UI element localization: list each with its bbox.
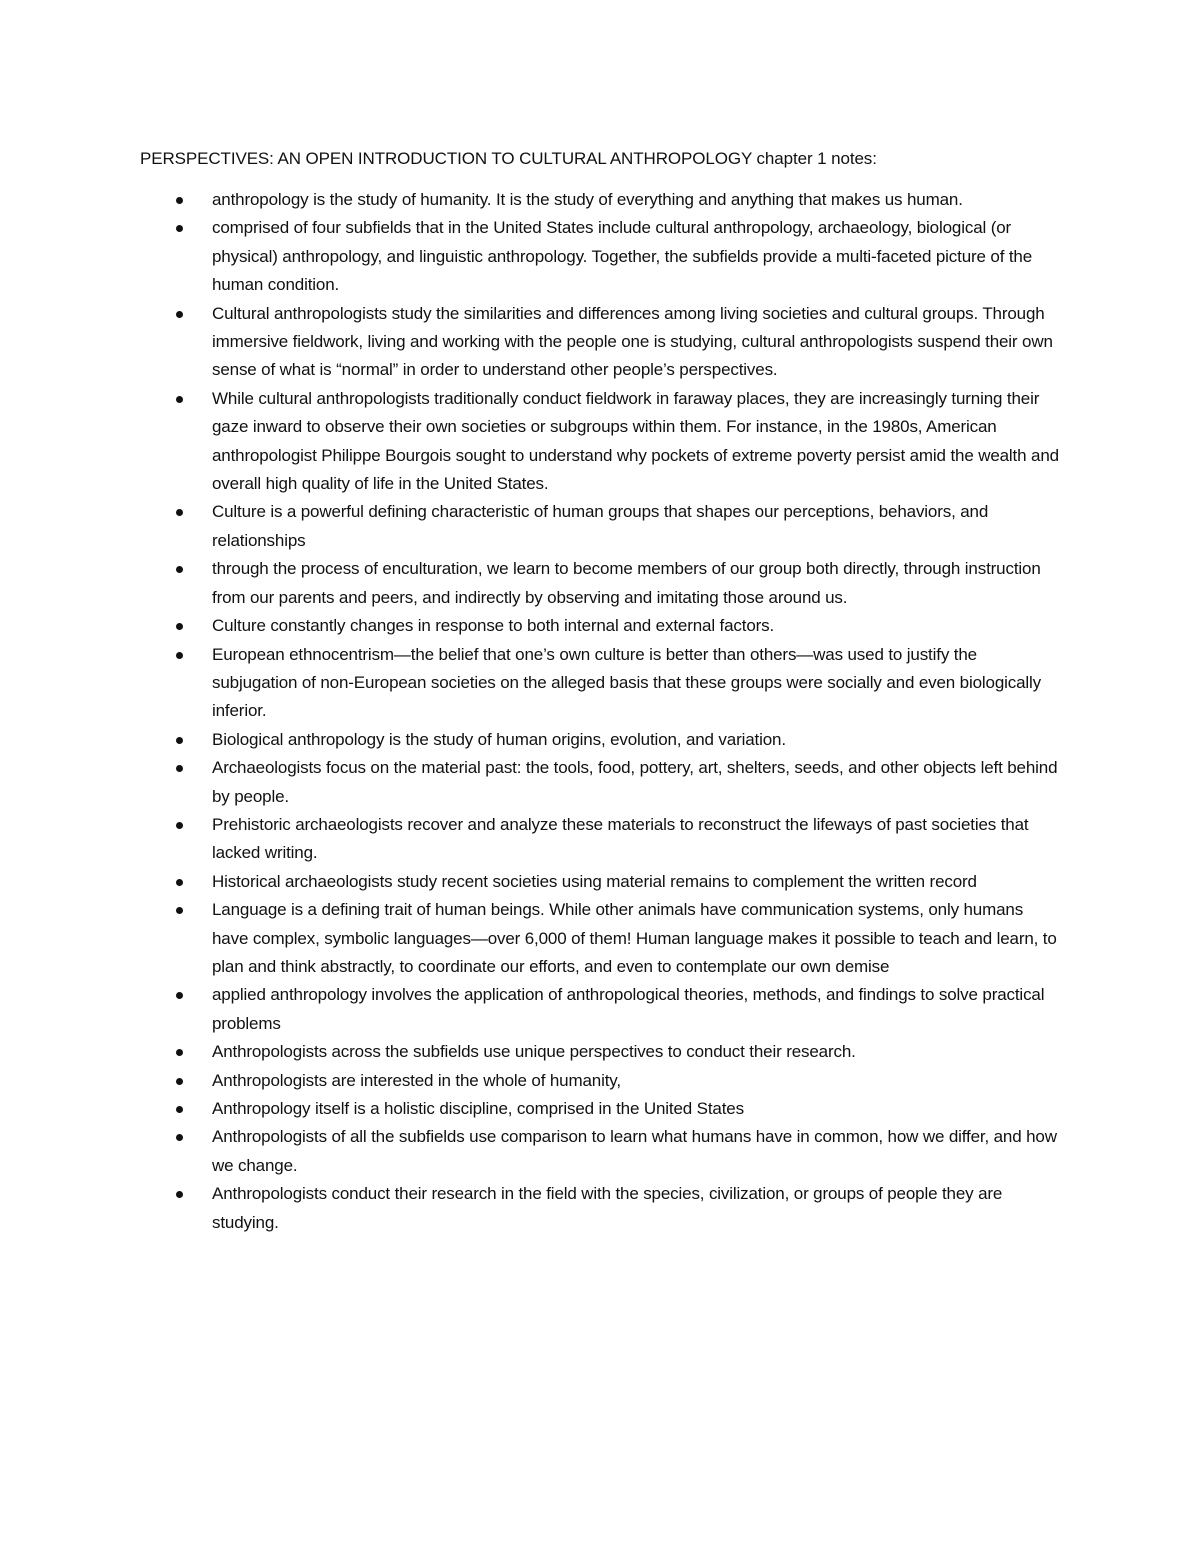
note-list-item <box>0 1038 1062 1066</box>
bullet-icon <box>176 311 183 318</box>
bullet-icon <box>176 225 183 232</box>
note-list-item <box>0 1095 1062 1123</box>
note-list-item <box>0 641 1062 726</box>
note-text: Anthropologists across the subfields use unique perspectives to conduct their research. <box>212 1042 856 1062</box>
note-list-item <box>0 896 1062 981</box>
note-text: Cultural anthropologists study the similarities and differences among living societies and cultural groups. Through immersive fieldwork, living and working with the people one is studying, cultural anthropologists suspend their own sense of what is “normal” in order to understand other people’s perspectives. <box>212 303 1053 380</box>
bullet-icon <box>176 1106 183 1113</box>
note-text: Culture constantly changes in response to both internal and external factors. <box>212 616 775 636</box>
note-text: through the process of enculturation, we learn to become members of our group both directly, through instruction from our parents and peers, and indirectly by observing and imitating those around us. <box>212 559 1041 607</box>
note-list-item <box>0 1067 1062 1095</box>
note-list-item <box>0 981 1062 1038</box>
note-text: Biological anthropology is the study of human origins, evolution, and variation. <box>212 729 786 749</box>
note-text: Anthropology itself is a holistic discipline, comprised in the United States <box>212 1099 744 1118</box>
bullet-icon <box>176 566 183 573</box>
note-text: European ethnocentrism—the belief that one’s own culture is better than others—was used to justify the subjugation of non-European societies on the alleged basis that these groups were socially and even biologically inferior. <box>212 644 1042 721</box>
bullet-icon <box>176 1049 183 1056</box>
note-list-item <box>0 868 1062 896</box>
note-text: Anthropologists of all the subfields use comparison to learn what humans have in common, how we differ, and how we change. <box>212 1127 1057 1175</box>
note-list-item <box>0 612 1062 640</box>
bullet-icon <box>176 737 183 744</box>
note-text: Historical archaeologists study recent societies using material remains to complement the written record <box>212 871 977 891</box>
bullet-icon <box>176 879 183 886</box>
bullet-icon <box>176 623 183 630</box>
bullet-icon <box>176 509 183 516</box>
note-list-item <box>0 555 1062 612</box>
bullet-icon <box>176 396 183 403</box>
note-text: applied anthropology involves the application of anthropological theories, methods, and findings to solve practical problems <box>212 985 1045 1033</box>
bullet-icon <box>176 197 183 204</box>
note-text: comprised of four subfields that in the United States include cultural anthropology, archaeology, biological (or physical) anthropology, and linguistic anthropology. Together, the subfields provide a multi-faceted picture of the human condition. <box>212 218 1033 295</box>
note-list-item <box>0 726 1062 754</box>
bullet-icon <box>176 992 183 999</box>
notes-bullet-list <box>0 186 1062 1237</box>
bullet-icon <box>176 765 183 772</box>
note-list-item <box>0 186 1062 214</box>
note-list-item <box>0 300 1062 385</box>
note-list-item <box>0 214 1062 299</box>
note-list-item <box>0 498 1062 555</box>
bullet-icon <box>176 907 183 914</box>
note-text: Anthropologists are interested in the whole of humanity, <box>212 1070 621 1090</box>
note-list-item <box>0 811 1062 868</box>
note-list-item <box>0 754 1062 811</box>
note-text: Language is a defining trait of human beings. While other animals have communication systems, only humans have complex, symbolic languages—over 6,000 of them! Human language makes it possible to teach and learn, to plan and think abstractly, to coordinate our efforts, and even to contemplate our own demise <box>212 900 1057 976</box>
note-text: Anthropologists conduct their research in the field with the species, civilization, or groups of people they are studying. <box>212 1184 1003 1232</box>
bullet-icon <box>176 1134 183 1141</box>
note-list-item <box>0 385 1062 499</box>
note-list-item <box>0 1180 1062 1237</box>
bullet-icon <box>176 652 183 659</box>
note-text: While cultural anthropologists traditionally conduct fieldwork in faraway places, they are increasingly turning their gaze inward to observe their own societies or subgroups within them. For instance, in the 1980s, American anthropologist Philippe Bourgois sought to understand why pockets of extreme poverty persist amid the wealth and overall high quality of life in the United States. <box>212 388 1059 494</box>
note-text: Prehistoric archaeologists recover and analyze these materials to reconstruct the lifeways of past societies that lacked writing. <box>212 814 1029 863</box>
document-title: PERSPECTIVES: AN OPEN INTRODUCTION TO CULTURAL ANTHROPOLOGY chapter 1 notes: <box>140 149 877 168</box>
note-text: Culture is a powerful defining characteristic of human groups that shapes our perceptions, behaviors, and relationships <box>212 502 989 550</box>
bullet-icon <box>176 1191 183 1198</box>
note-text: Archaeologists focus on the material past: the tools, food, pottery, art, shelters, seeds, and other objects left behind by people. <box>212 758 1058 806</box>
note-text: anthropology is the study of humanity. It is the study of everything and anything that makes us human. <box>212 190 963 209</box>
note-list-item <box>0 1123 1062 1180</box>
bullet-icon <box>176 1078 183 1085</box>
bullet-icon <box>176 822 183 829</box>
